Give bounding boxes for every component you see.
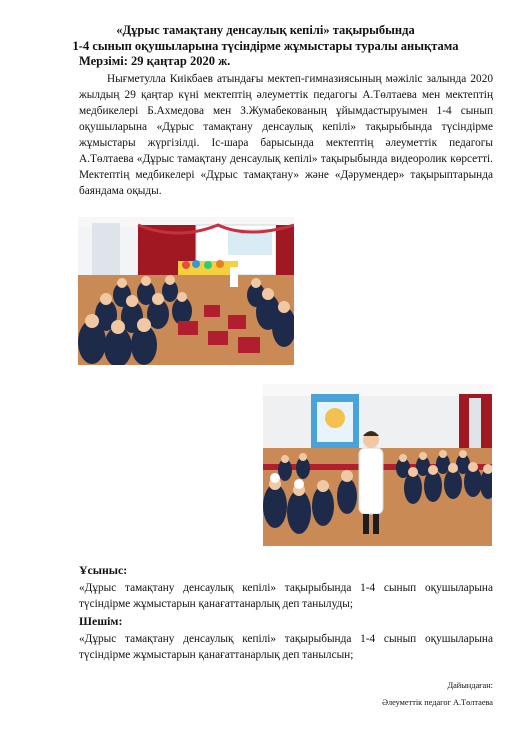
- decision-label: Шешім:: [79, 614, 123, 628]
- proposal-text: «Дұрыс тамақтану денсаулық кепілі» тақырыбында 1-4 сынып оқушыларына түсіндірме жұмыстарын қанағаттанарлық деп танылуды;: [79, 582, 493, 610]
- signature-prepared: Дайындаған:: [447, 681, 493, 690]
- proposal-label: Ұсыныс:: [79, 563, 128, 577]
- body-paragraph: [79, 71, 493, 199]
- event-photo-2: [263, 384, 492, 546]
- event-photo-1: [78, 217, 294, 365]
- signature-name: Әлеуметтік педагог А.Төлтаева: [382, 698, 493, 707]
- body-paragraph-text: Нығметулла Киікбаев атындағы мектеп-гимназиясының мәжіліс залында 2020 жылдың 29 қаңтар күні мектептің әлеуметтік педагогы А.Төлтаева мен мектептің медбикелері Б.Ахмедова мен З.Жумабекованың ұйымдастыруымен 1-4 сынып оқушыларына «Дұрыс тамақтану денсаулық кепілі» тақырыбында түсіндірме жұмыстары жүргізілді. Іс-шара барысында мектептің әлеуметтік педагогы А.Төлтаева «Дұрыс тамақтану денсаулық кепілі» тақырыбында видеоролик көрсетті. Мектептің медбикелері «Дұрыс тамақтану» және «Дәрумендер» тақырыптарында баяндама оқыды.: [79, 73, 493, 197]
- title-line-1: «Дұрыс тамақтану денсаулық кепілі» тақырыбында: [116, 23, 415, 37]
- decision-text: «Дұрыс тамақтану денсаулық кепілі» тақырыбында 1-4 сынып оқушыларына түсіндірме жұмыстарын қанағаттанарлық деп танылсын;: [79, 633, 493, 661]
- title-line-2: 1-4 сынып оқушыларына түсіндірме жұмыстары туралы анықтама: [72, 39, 459, 53]
- date-line: Мерзімі: 29 қаңтар 2020 ж.: [79, 54, 231, 68]
